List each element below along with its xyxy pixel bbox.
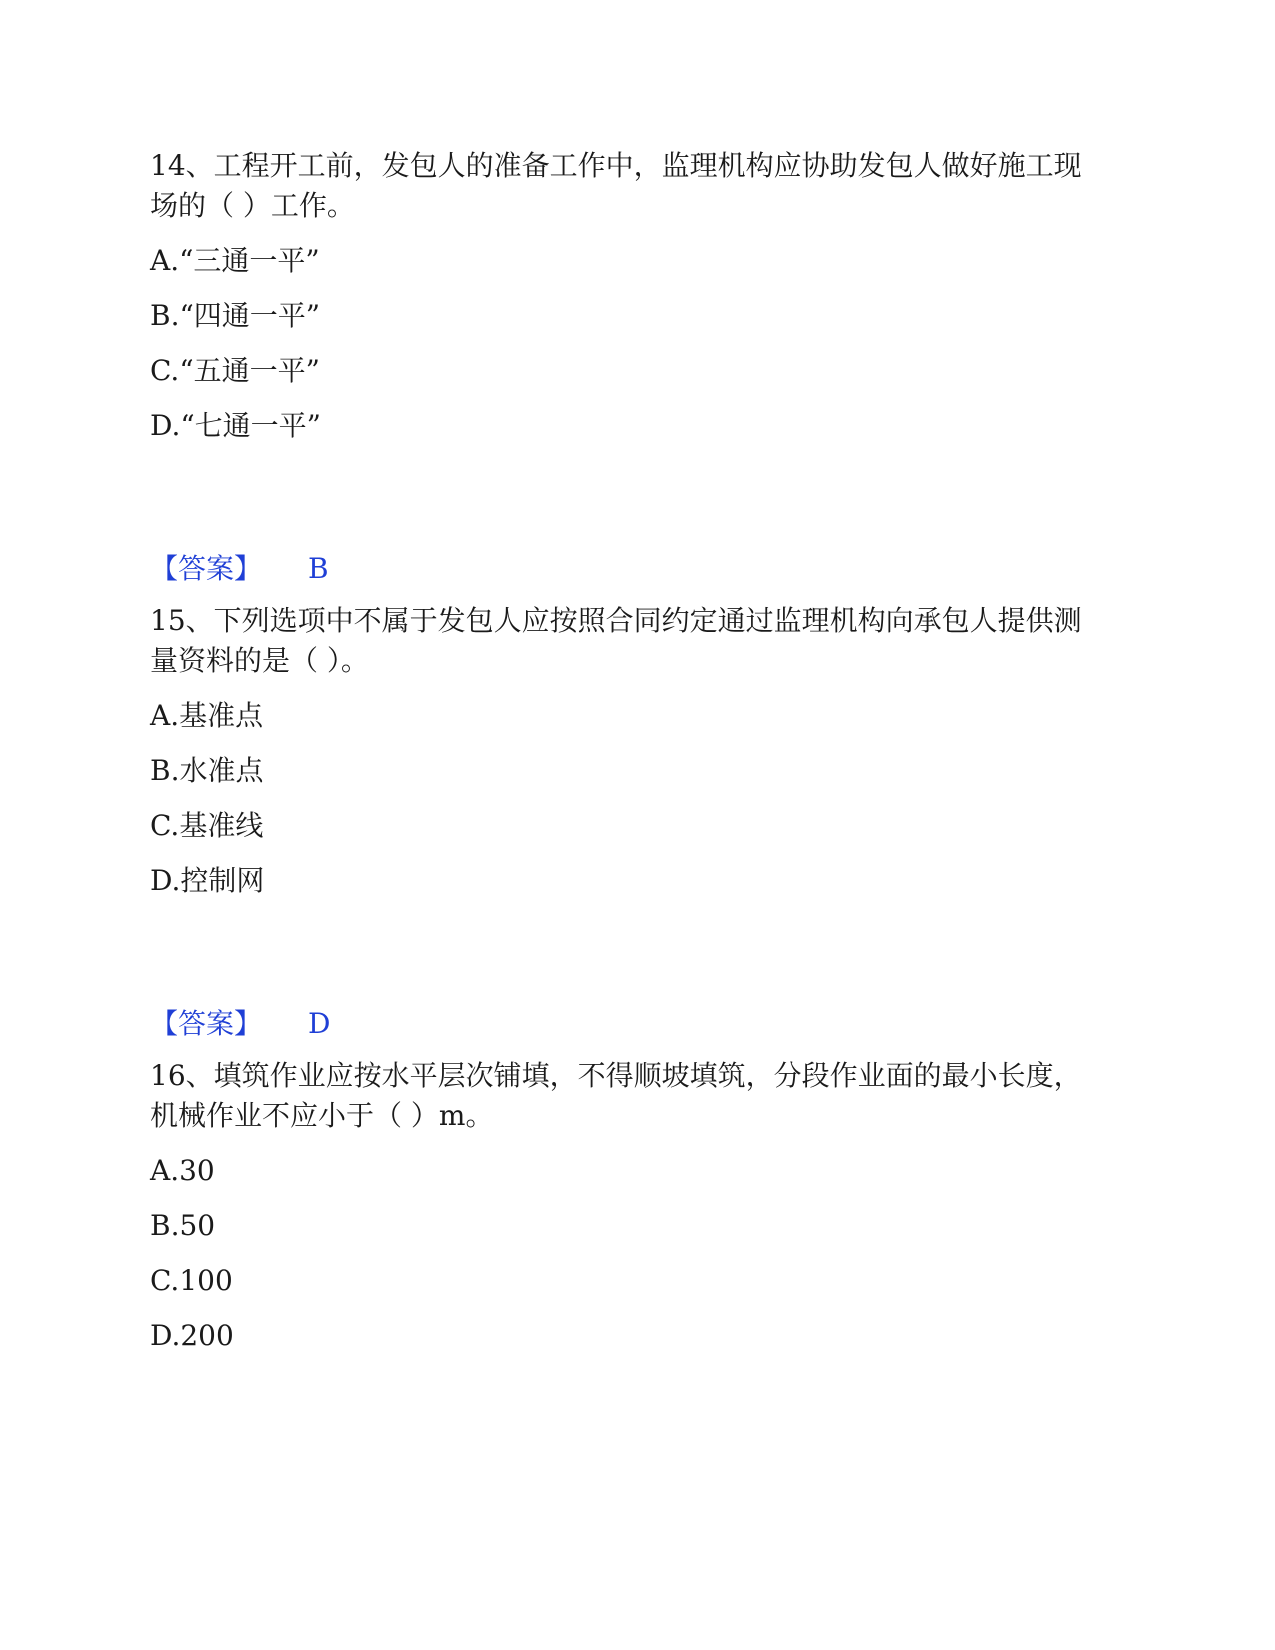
answer-value: B [308,552,329,585]
answer-label: 【答案】 [150,1007,263,1040]
question-15-answer [150,1006,330,1042]
question-16-option-d: D.200 [150,1319,234,1352]
question-14-answer [150,551,329,587]
question-15-stem-line-1: 15、下列选项中不属于发包人应按照合同约定通过监理机构向承包人提供测 [150,604,1082,637]
answer-value: D [308,1007,331,1040]
question-16-stem-line-1: 16、填筑作业应按水平层次铺填，不得顺坡填筑，分段作业面的最小长度， [150,1059,1082,1092]
question-16-stem-line-2: 机械作业不应小于（ ）m。 [150,1099,494,1132]
question-16-option-b: B.50 [150,1209,216,1242]
question-15-option-c: C.基准线 [150,809,264,842]
question-15-option-d: D.控制网 [150,864,265,897]
question-15-option-a: A.基准点 [150,699,264,732]
question-16-option-a: A.30 [150,1154,215,1187]
question-16-option-c: C.100 [150,1264,233,1297]
question-14-stem-line-1: 14、工程开工前，发包人的准备工作中，监理机构应协助发包人做好施工现 [150,149,1082,182]
question-14-option-a: A.“三通一平” [150,244,320,277]
question-14-stem-line-2: 场的（ ）工作。 [150,189,355,222]
question-14-option-d: D.“七通一平” [150,409,321,442]
question-15-option-b: B.水准点 [150,754,264,787]
question-14-option-c: C.“五通一平” [150,354,320,387]
answer-label: 【答案】 [150,552,263,585]
question-14-option-b: B.“四通一平” [150,299,321,332]
question-15-stem-line-2: 量资料的是（ ）。 [150,644,369,677]
